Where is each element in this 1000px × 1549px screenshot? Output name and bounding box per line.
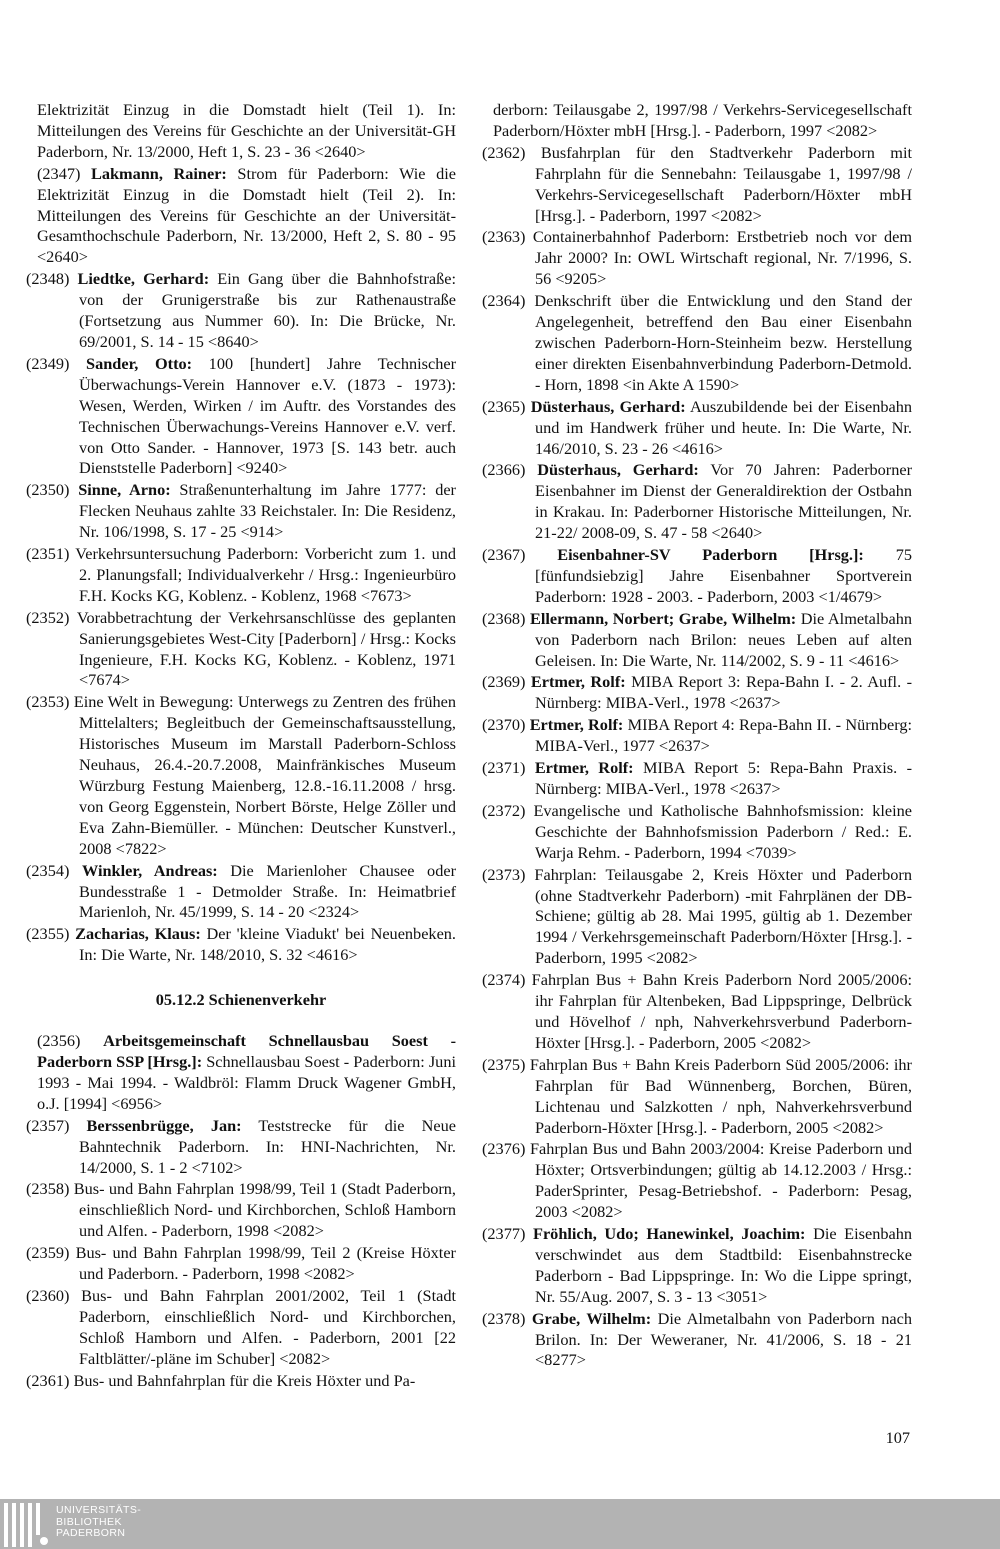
entry-text: Teststrecke für die Neue Bahntechnik Paderborn. In: HNI-Nachrichten, Nr. 14/2000, S. 1 - 2 <7102> [79,1115,456,1177]
entry-text: Fahrplan Bus + Bahn Kreis Paderborn Süd 2005/2006: ihr Fahrplan für Bad Wünnenberg, Borchen, Büren, Lichtenau und Salzkotten / nph, Nahverkehrsverbund Paderborn-Höxter [Hrsg.]. - Paderborn, 2005 <2082> [529,1054,912,1137]
entry-author: Sinne, Arno: [78,480,171,500]
bibliography-entry [26,1371,456,1392]
entry-number: (2363) [482,227,526,247]
bibliography-entry [26,924,456,966]
logo-line-2: BIBLIOTHEK [56,1515,122,1528]
page-number: 107 [885,1428,910,1447]
bibliography-entry [26,354,456,479]
entry-text: Bus- und Bahnfahrplan für die Kreis Höxter und Pa- [73,1370,416,1390]
entry-author: Sander, Otto: [86,353,193,373]
entry-number: (2348) [26,269,70,289]
entry-text: Containerbahnhof Paderborn: Erstbetrieb noch vor dem Jahr 2000? In: OWL Wirtschaft regional, Nr. 7/1996, S. 56 <9205> [532,227,912,289]
bibliography-entry [482,460,912,544]
section-heading: 05.12.2 Schienenverkehr [155,990,327,1010]
entry-number: (2367) [482,545,526,565]
entry-author: Liedtke, Gerhard: [77,269,210,289]
entry-number: (2359) [26,1243,70,1263]
entry-author: Düsterhaus, Gerhard: [530,396,686,416]
logo-line-3: PADERBORN [56,1527,126,1539]
entry-number: (2364) [482,291,526,311]
right-entries [482,143,912,1372]
entry-number: (2355) [26,924,70,944]
bibliography-entry [482,672,912,714]
entry-text: Eine Welt in Bewegung: Unterwegs zu Zentren des frühen Mittelalters; Begleitbuch der Gemeinschaftsausstellung, Historisches Museum im Marstall Paderborn-Schloss Neuhaus, 26.4.-20.7.2008, Mainfränkisches Museum Würzburg Festung Maienberg, 12.8.-16.11.2008 / hrsg. von Georg Eggenstein, Norbert Börste, Helge Zöller und Eva Zahn-Biemüller. - München: Deutscher Kunstverl., 2008 <7822> [73,692,456,858]
entry-author: Fröhlich, Udo; Hanewinkel, Joachim: [533,1224,806,1244]
entry-number: (2374) [482,970,526,990]
entry-number: (2356) [37,1031,81,1051]
bibliography-entry [482,865,912,970]
entry-number: (2368) [482,608,526,628]
bibliography-entry [482,227,912,290]
entry-number: (2365) [482,396,526,416]
entry-number: (2371) [482,758,526,778]
entry-text: Die Almetalbahn von Paderborn nach Brilon: neues Leben auf alten Geleisen. In: Die Warte, Nr. 114/2002, S. 9 - 11 <4616> [535,608,913,670]
bibliography-entry [482,801,912,864]
entry-text: Strom für Paderborn: Wie die Elektrizität Einzug in die Domstadt hielt (Teil 2). In: Mitteilungen des Vereins für Geschichte an der Universität-Gesamthochschule Paderborn, Nr. 13/2000, Heft 2, S. 80 - 95 <2640> [37,163,456,267]
entry-number: (2347) [37,163,81,183]
entry-number: (2369) [482,672,526,692]
entry-text: Fahrplan Bus und Bahn 2003/2004: Kreise Paderborn und Höxter; Ortsverbindungen; gültig ab 14.12.2003 / Hrsg.: PaderSprinter, Pesag-Betriebshof. - Paderborn: Pesag, 2003 <2082> [529,1139,912,1222]
entry-author: Grabe, Wilhelm: [531,1308,652,1328]
entry-text: Busfahrplan für den Stadtverkehr Paderborn mit Fahrplahn für die Sennebahn: Teilausgabe 1, 1997/98 / Verkehrs-Servicegesellschaft Paderborn/Höxter mbH [Hrsg.]. - Paderborn, 1997 <2082> [535,142,912,225]
bibliography-entry [26,1116,456,1179]
entry-author: Ellermann, Norbert; Grabe, Wilhelm: [529,608,797,628]
bibliography-entry [26,1031,456,1115]
entry-author: Zacharias, Klaus: [75,924,201,944]
entry-number: (2354) [26,860,70,880]
bibliography-entry [482,609,912,672]
bibliography-entry [26,1243,456,1285]
bibliography-entry [26,164,456,269]
entry-number: (2360) [26,1285,70,1305]
entry-text: Die Marienloher Chausee oder Bundesstraße 1 - Detmolder Straße. In: Heimatbrief Marienloh, Nr. 45/1999, S. 14 - 20 <2324> [79,860,456,922]
bibliography-entry [26,269,456,353]
entry-number: (2376) [482,1139,526,1159]
entry-number: (2353) [26,692,70,712]
entry-text: Verkehrsuntersuchung Paderborn: Vorbericht zum 1. und 2. Planungsfall; Individualverkehr / Hrsg.: Ingenieurbüro F.H. Kocks KG, Koblenz. - Koblenz, 1968 <7673> [75,544,456,605]
entry-author: Winkler, Andreas: [81,860,218,880]
entry-author: Ertmer, Rolf: [529,715,624,735]
entry-text: Vorabbetrachtung der Verkehrsanschlüsse des geplanten Sanierungsgebietes West-City [Paderborn] / Hrsg.: Kocks Ingenieure, F.H. Kocks KG, Koblenz. - Koblenz, 1971 <7674> [76,607,456,690]
bibliography-entry [26,608,456,692]
entry-text: Fahrplan Bus + Bahn Kreis Paderborn Nord 2005/2006: ihr Fahrplan für Altenbeken, Bad Lippspringe, Delbrück und Hövelhof / nph, Nahverkehrsverbund Paderborn-Höxter [Hrsg.]. - Paderborn, 2005 <2082> [531,970,912,1052]
entry-number: (2358) [26,1179,70,1199]
bibliography-entry [26,692,456,859]
entry-number: (2350) [26,480,70,500]
entry-author: Eisenbahner-SV Paderborn [Hrsg.]: [557,545,864,565]
entry-text: Ein Gang über die Bahnhofstraße: von der Grunigerstraße bis zur Rathenaustraße (Fortsetzung aus Nummer 60). In: Die Brücke, Nr. 69/2001, S. 14 - 15 <8640> [79,269,456,351]
bibliography-entry [26,480,456,543]
library-footer [0,1499,1000,1549]
bibliography-entry [482,545,912,608]
entry-author: Ertmer, Rolf: [534,758,634,778]
entry-author: Düsterhaus, Gerhard: [537,460,699,480]
entry-text: Bus- und Bahn Fahrplan 2001/2002, Teil 1 (Stadt Paderborn, einschließlich Nord- und Kirchborchen, Schloß Hamborn und Alfen. - Paderborn, 2001 [22 Faltblätter/-pläne im Schuber] <2082> [79,1285,456,1368]
entry-author: Lakmann, Rainer: [90,163,227,183]
entry-text: Vor 70 Jahren: Paderborner Eisenbahner im Dienst der Generaldirektion der Ostbahn in Krakau. In: Paderborner Historische Mitteilungen, Nr. 21-22/ 2008-09, S. 47 - 58 <2640> [535,460,912,543]
bibliography-entry [482,1139,912,1223]
entry-text: Denkschrift über die Entwicklung und den Stand der Angelegenheit, betreffend den Bau einer Eisenbahn zwischen Paderborn-Horn-Steinheim bezw. Herstellung einer direkten Eisenbahnverbindung Paderborn-Detmold. - Horn, 1898 <in Akte A 1590> [534,291,912,394]
entry-text: MIBA Report 5: Repa-Bahn Praxis. - Nürnberg: MIBA-Verl., 1978 <2637> [535,758,912,798]
bibliography-entry [482,1309,912,1372]
entry-text: MIBA Report 3: Repa-Bahn I. - 2. Aufl. - Nürnberg: MIBA-Verl., 1978 <2637> [535,672,913,713]
entry-text: Bus- und Bahn Fahrplan 1998/99, Teil 1 (Stadt Paderborn, einschließlich Nord- und Kirchborchen, Schloß Hamborn und Alfen. - Paderborn, 1998 <2082> [73,1179,456,1241]
bibliography-entry [482,143,912,227]
entry-number: (2366) [482,460,526,480]
entry-number: (2357) [26,1115,70,1135]
entry-text: Straßenunterhaltung im Jahre 1777: der Flecken Neuhaus zahlte 33 Reichstaler. In: Die Residenz, Nr. 106/1998, S. 17 - 25 <914> [79,480,456,542]
bibliography-entry [26,1286,456,1370]
bibliography-entry [26,1179,456,1242]
bibliography-entry [482,397,912,460]
left-entries-b [26,1031,456,1391]
bibliography-entry [26,544,456,607]
left-column [26,100,456,1392]
entry-text: Die Almetalbahn von Paderborn nach Brilon. In: Der Weweraner, Nr. 41/2006, S. 18 - 21 <8277> [535,1308,912,1370]
continued-entry-text-right: derborn: Teilausgabe 2, 1997/98 / Verkehrs-Servicegesellschaft Paderborn/Höxter mbH [Hrsg.]. - Paderborn, 1997 <2082> [493,100,912,140]
entry-text: Fahrplan: Teilausgabe 2, Kreis Höxter und Paderborn (ohne Stadtverkehr Paderborn) -mit Fahrplänen der DB-Schiene; gültig ab 28. Mai 1995, gültig ab 1. Dezember 1994 / Verkehrsgemeinschaft Paderborn/Höxter [Hrsg.]. - Paderborn, 1995 <2082> [534,864,912,968]
entry-number: (2373) [482,864,526,884]
left-entries-a [26,164,456,966]
entry-text: Die Eisenbahn verschwindet aus dem Stadtbild: Eisenbahnstrecke Paderborn - Bad Lippspringe. In: Wo die Lippe springt, Nr. 55/Aug. 2007, S. 3 - 13 <3051> [535,1224,912,1306]
entry-text: 75 [fünfundsiebzig] Jahre Eisenbahner Sportverein Paderborn: 1928 - 2003. - Paderborn, 2003 <1/4679> [535,545,912,606]
bibliography-entry [482,1055,912,1139]
entry-text: 100 [hundert] Jahre Technischer Überwachungs-Verein Hannover e.V. (1873 - 1973): Wesen, Werden, Wirken / im Auftr. des Vorstandes des Technischen Überwachungs-Vereins Hannover e.V. verf. von Otto Sander. - Hannover, 1973 [S. 143 betr. auch Dienststelle Paderborn] <9240> [79,353,456,478]
bibliography-entry [482,291,912,396]
entry-number: (2362) [482,142,526,162]
entry-number: (2349) [26,353,70,373]
entry-number: (2352) [26,607,70,627]
entry-text: Schnellausbau Soest - Paderborn: Juni 1993 - Mai 1994. - Waldbröl: Flamm Druck Wagener GmbH, o.J. [1994] <6956> [37,1051,456,1113]
entry-number: (2361) [26,1370,70,1390]
right-column [482,100,912,1372]
entry-number: (2372) [482,800,526,820]
entry-number: (2375) [482,1054,526,1074]
entry-author: Ertmer, Rolf: [530,672,626,692]
entry-text: MIBA Report 4: Repa-Bahn II. - Nürnberg: MIBA-Verl., 1977 <2637> [535,715,912,756]
entry-text: Bus- und Bahn Fahrplan 1998/99, Teil 2 (Kreise Höxter und Paderborn. - Paderborn, 1998 <2082> [75,1243,456,1284]
bibliography-entry [482,758,912,800]
entry-author: Berssenbrügge, Jan: [86,1115,242,1135]
entry-author: Arbeitsgemeinschaft Schnellausbau Soest - Paderborn SSP [Hrsg.]: [37,1031,456,1071]
entry-text: Auszubildende bei der Eisenbahn und im Handwerk früher und heute. In: Die Warte, Nr. 146/2010, S. 23 - 26 <4616> [535,396,913,458]
entry-number: (2378) [482,1308,526,1328]
bibliography-entry [26,861,456,924]
entry-number: (2377) [482,1224,526,1244]
library-logo-text [56,1505,141,1540]
library-logo-icon [0,1499,48,1549]
bibliography-entry [482,1224,912,1308]
continued-entry-text: Elektrizität Einzug in die Domstadt hielt (Teil 1). In: Mitteilungen des Vereins für Geschichte an der Universität-GH Paderborn, Nr. 13/2000, Heft 1, S. 23 - 36 <2640> [37,100,456,161]
entry-text: Evangelische und Katholische Bahnhofsmission: kleine Geschichte der Bahnhofsmission Paderborn / Red.: E. Warja Rehm. - Paderborn, 1994 <7039> [533,800,912,862]
bibliography-entry [482,970,912,1054]
entry-number: (2370) [482,715,526,735]
entry-text: Der 'kleine Viadukt' bei Neuenbeken. In: Die Warte, Nr. 148/2010, S. 32 <4616> [79,924,457,965]
logo-line-1: UNIVERSITÄTS- [56,1504,142,1516]
bibliography-entry [482,715,912,757]
entry-number: (2351) [26,544,70,564]
